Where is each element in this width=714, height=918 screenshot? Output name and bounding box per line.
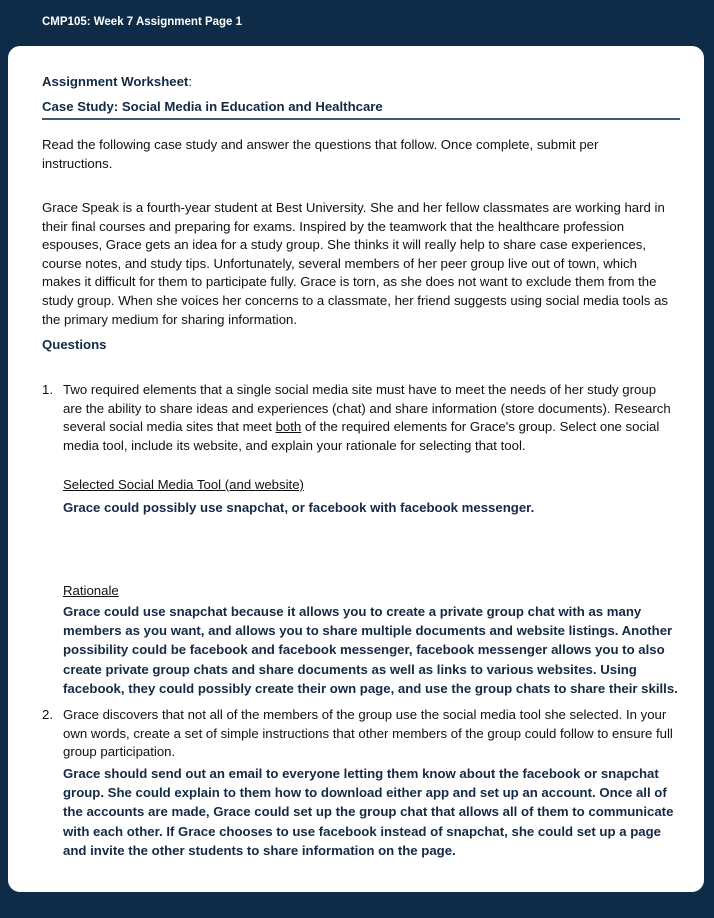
title-divider [42,118,680,120]
rationale-answer: Grace could use snapchat because it allows you to create a private group chat with as many members as you want, and allows you to share multiple documents and website listings. Another possibility could be facebook and facebook messenger, facebook messenger allows you to also create private group chats and share documents as well as links to various websites. Using facebook, they could possibly create their own page, and use the group chats to share their skills. [63,604,678,696]
intro-paragraph: Read the following case study and answer the questions that follow. Once complete, submit per instructions. [42,137,599,171]
document-page [8,46,704,892]
question-text: Grace discovers that not all of the members of the group use the social media tool she selected. In your own words, create a set of simple instructions that other members of the group could follow to ensure full group participation. [63,707,673,760]
answer-text: Grace should send out an email to everyone letting them know about the facebook or snapchat group. She could explain to them how to download either app and set up an account. Once all of the accounts are made, Grace could set up the group chat that allows all of them to communicate with each other. If Grace chooses to use facebook instead of snapchat, she could set up a page and invite the other students to share information on the page. [63,766,674,858]
question-text-part: Two required elements that a single social media site must have to meet the needs of her study group are the ability to share ideas and experiences (chat) and share information (store documents). Research several social media sites that meet [63,382,671,435]
page-footer-bar [0,892,714,918]
question-emphasis: both [275,419,302,435]
case-study-paragraph: Grace Speak is a fourth-year student at Best University. She and her fellow classmates are working hard in their final courses and preparing for exams. Inspired by the teamwork that the healthcare profession espouses, Grace gets an idea for a study group. She thinks it will really help to share case experiences, course notes, and study tips. Unfortunately, several members of her peer group live out of town, which makes it difficult for them to participate fully. Grace is torn, as she does not want to exclude them from the study group. When she voices her concerns to a classmate, her friend suggests using social media tools as the primary medium for sharing information. [42,200,668,327]
question-text-part: of the required elements for Grace's group. Select one social media tool, include its website, and explain your rationale for selecting that tool. [63,419,660,453]
page-header [0,0,714,46]
worksheet-label-colon: : [188,74,192,89]
rationale-label: Rationale [63,583,119,598]
tool-label: Selected Social Media Tool (and website) [63,477,304,492]
questions-heading: Questions [42,337,107,352]
tool-answer: Grace could possibly use snapchat, or facebook with facebook messenger. [63,500,535,515]
question-text [63,381,675,455]
case-study-title: Case Study: Social Media in Education and Healthcare [42,99,383,114]
header-title: CMP105: Week 7 Assignment Page 1 [42,16,243,28]
question-number: 2. [42,707,53,722]
worksheet-label-text: Assignment Worksheet [42,74,189,89]
question-number: 1. [42,382,53,397]
worksheet-label [42,73,192,92]
